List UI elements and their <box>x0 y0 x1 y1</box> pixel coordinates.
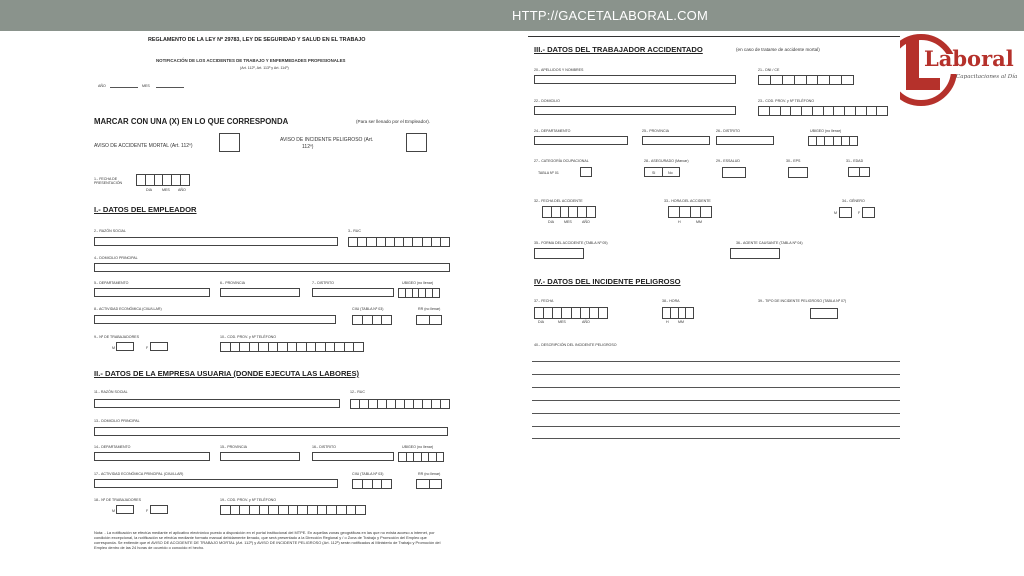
worker-gender-m-label: M <box>834 211 837 215</box>
logo-word: Laboral <box>924 46 1014 71</box>
employer-activity-input[interactable] <box>94 315 336 324</box>
user-company-district-label: 16.- DISTRITO <box>312 445 336 449</box>
presentation-date-label: 1.- FECHA DE <box>94 177 118 181</box>
worker-dni-cells[interactable] <box>758 75 854 85</box>
section-worker-title: III.- DATOS DEL TRABAJADOR ACCIDENTADO <box>534 45 703 54</box>
worker-name-label: 20.- APELLIDOS Y NOMBRES <box>534 68 584 72</box>
accident-month-label: MES <box>564 220 572 224</box>
employer-workers-f-label: F <box>146 346 149 350</box>
employer-name-label: 2.- RAZÓN SOCIAL <box>94 229 126 233</box>
section-incident-title: IV.- DATOS DEL INCIDENTE PELIGROSO <box>534 277 681 286</box>
accident-minute-label: MM <box>696 220 702 224</box>
incident-time-cells[interactable] <box>662 307 694 319</box>
laboral-logo <box>884 34 1024 106</box>
form-title: REGLAMENTO DE LA LEY Nº 29783, LEY DE SEGURIDAD Y SALUD EN EL TRABAJO <box>148 37 366 43</box>
accident-form-label: 35.- FORMA DEL ACCIDENTE (TABLA Nº 05) <box>534 241 608 245</box>
accident-day-label: DIA <box>548 220 554 224</box>
employer-phone-label: 10.- COD. PROV. y Nº TELÉFONO <box>220 335 277 339</box>
incident-hour-label: H <box>666 320 669 324</box>
year-small-label: AÑO <box>178 188 186 192</box>
worker-essalud-label: 29.- ESSALUD <box>716 159 740 163</box>
employer-workers-f-input[interactable] <box>150 342 168 351</box>
worker-eps-input[interactable] <box>788 167 808 178</box>
accident-year-label: AÑO <box>582 220 590 224</box>
worker-province-label: 25.- PROVINCIA <box>642 129 669 133</box>
user-company-ruc-label: 12.- RUC <box>350 390 365 394</box>
worker-essalud-input[interactable] <box>722 167 746 178</box>
employer-ruc-label: 3.- RUC <box>348 229 361 233</box>
mark-instruction: MARCAR CON UNA (X) EN LO QUE CORRESPONDA <box>94 117 289 126</box>
employer-rr-label: RR (no llenar) <box>418 307 441 311</box>
worker-category-label: 27.- CATEGORÍA OCUPACIONAL <box>534 159 589 163</box>
incident-time-label: 38.- HORA <box>662 299 680 303</box>
description-line-3[interactable] <box>532 387 900 388</box>
year-line[interactable] <box>110 87 138 88</box>
presentation-date-label-2: PRESENTACIÓN <box>94 181 123 185</box>
section-worker-hint: (en caso de tratarse de accidente mortal) <box>736 47 820 52</box>
worker-department-input[interactable] <box>534 136 628 145</box>
worker-age-cells[interactable] <box>848 167 870 177</box>
worker-insured-yes: SI <box>652 171 656 175</box>
employer-ciiu-cells[interactable] <box>352 315 392 325</box>
incident-date-label: 37.- FECHA <box>534 299 554 303</box>
worker-age-label: 31.- EDAD <box>846 159 864 163</box>
worker-gender-f-label: F <box>858 211 861 215</box>
incident-date-cells[interactable] <box>534 307 608 319</box>
month-label: MES <box>142 84 150 88</box>
incident-minute-label: MM <box>678 320 684 324</box>
day-label: DIA <box>146 188 152 192</box>
worker-phone-label: 23.- COD. PROV. y Nº TELÉFONO <box>758 99 815 103</box>
employer-province-input[interactable] <box>220 288 300 297</box>
worker-gender-label: 34.- GÉNERO <box>842 199 865 203</box>
section-employer-title: I.- DATOS DEL EMPLEADOR <box>94 205 197 214</box>
user-company-ubigeo-label: UBIGEO (no llenar) <box>402 445 434 449</box>
form-subtitle: NOTIFICACIÓN DE LOS ACCIDENTES DE TRABAJO Y ENFERMEDADES PROFESIONALES <box>156 58 346 63</box>
worker-ubigeo-label: UBIGEO (no llenar) <box>810 129 842 133</box>
worker-phone-cells[interactable] <box>758 106 888 116</box>
incident-month-label: MES <box>558 320 566 324</box>
worker-gender-m-checkbox[interactable] <box>839 207 852 218</box>
user-company-department-input[interactable] <box>94 452 210 461</box>
user-company-province-label: 15.- PROVINCIA <box>220 445 247 449</box>
section-user-company-title: II.- DATOS DE LA EMPRESA USUARIA (DONDE EJECUTA LAS LABORES) <box>94 369 360 378</box>
user-company-department-label: 14.- DEPARTAMENTO <box>94 445 131 449</box>
user-company-address-input[interactable] <box>94 427 448 436</box>
incident-type-input[interactable] <box>810 308 838 319</box>
dangerous-incident-label: AVISO DE INCIDENTE PELIGROSO (Art. <box>280 137 374 143</box>
user-company-phone-cells[interactable] <box>220 505 366 515</box>
worker-department-label: 24.- DEPARTAMENTO <box>534 129 571 133</box>
user-company-workers-f-input[interactable] <box>150 505 168 514</box>
worker-eps-label: 30.- EPS <box>786 159 801 163</box>
fatal-accident-checkbox[interactable] <box>219 133 240 152</box>
user-company-rr-cells[interactable] <box>416 479 442 489</box>
user-company-ruc-cells[interactable] <box>350 399 450 409</box>
worker-name-input[interactable] <box>534 75 736 84</box>
employer-workers-m-input[interactable] <box>116 342 134 351</box>
user-company-activity-input[interactable] <box>94 479 338 488</box>
month-small-label: MES <box>162 188 170 192</box>
user-company-ciiu-label: CIIU (TABLA Nº 03) <box>352 472 384 476</box>
incident-description-label: 40.- DESCRIPCIÓN DEL INCIDENTE PELIGROSO <box>534 343 617 347</box>
employer-address-label: 4.- DOMICILIO PRINCIPAL <box>94 256 138 260</box>
employer-workers-label: 9.- Nº DE TRABAJADORES <box>94 335 139 339</box>
incident-day-label: DIA <box>538 320 544 324</box>
user-company-rr-label: RR (no llenar) <box>418 472 441 476</box>
accident-form-input[interactable] <box>534 248 584 259</box>
employer-phone-cells[interactable] <box>220 342 364 352</box>
accident-time-cells[interactable] <box>668 206 712 218</box>
employer-district-input[interactable] <box>312 288 394 297</box>
dangerous-incident-label-2: 112º) <box>302 144 314 150</box>
description-line-1[interactable] <box>532 361 900 362</box>
user-company-workers-label: 18.- Nº DE TRABAJADORES <box>94 498 141 502</box>
worker-district-label: 26.- DISTRITO <box>716 129 740 133</box>
worker-province-input[interactable] <box>642 136 710 145</box>
worker-address-label: 22.- DOMICILIO <box>534 99 560 103</box>
worker-category-cell[interactable] <box>580 167 592 177</box>
worker-category-table-label: TABLA Nº 01 <box>538 171 559 175</box>
employer-department-input[interactable] <box>94 288 210 297</box>
worker-insured-no: No <box>668 171 673 175</box>
employer-workers-m-label: M <box>112 346 115 350</box>
employer-department-label: 5.- DEPARTAMENTO <box>94 281 129 285</box>
user-company-address-label: 13.- DOMICILIO PRINCIPAL <box>94 419 140 423</box>
user-company-ubigeo-cells[interactable] <box>398 452 444 462</box>
user-company-district-input[interactable] <box>312 452 394 461</box>
employer-rr-cells[interactable] <box>416 315 442 325</box>
site-url[interactable]: HTTP://GACETALABORAL.COM <box>512 8 708 23</box>
fatal-accident-label: AVISO DE ACCIDENTE MORTAL (Art. 112º) <box>94 143 193 149</box>
incident-type-label: 39.- TIPO DE INCIDENTE PELIGROSO (TABLA Nº 07) <box>758 299 847 303</box>
accident-date-cells[interactable] <box>542 206 596 218</box>
top-bar <box>0 0 1024 31</box>
form-subtitle-refs: (Art. 112º, Art. 113º y Art. 114º) <box>240 66 289 70</box>
user-company-ciiu-cells[interactable] <box>352 479 392 489</box>
employer-province-label: 6.- PROVINCIA <box>220 281 245 285</box>
worker-address-input[interactable] <box>534 106 736 115</box>
user-company-workers-f-label: F <box>146 509 149 513</box>
user-company-phone-label: 19.- COD. PROV. y Nº TELÉFONO <box>220 498 277 502</box>
incident-year-label: AÑO <box>582 320 590 324</box>
employer-ruc-cells[interactable] <box>348 237 450 247</box>
form-footnote: Nota: - La notificación se efectúa mediante el aplicativo electrónico puesto a disposición en el portal institucional del MTPE. En aquellas zonas geográficas en las que no exista acceso a internet, por condición excepcional, la notificación se efectúa mediante formato manual debidamente llenado, que será presentado a la Dirección Regional y / o Zona de Trabajo y Promoción del Empleo que corresponda. Se entiende que el AVISO DE ACCIDENTE DE TRABAJO MORTAL (Art. 112º) y AVISO DE INCIDENTE PELIGROSO (Art. 112º) serán notificados al Ministerio de Trabajo y Promoción del Empleo dentro de las 24 horas de ocurrido o conocido el hecho. <box>94 530 441 550</box>
worker-insured-label: 28.- ASEGURADO (Marcar) <box>644 159 689 163</box>
user-company-province-input[interactable] <box>220 452 300 461</box>
user-company-name-label: 11.- RAZÓN SOCIAL <box>94 390 128 394</box>
employer-name-input[interactable] <box>94 237 338 246</box>
user-company-workers-m-input[interactable] <box>116 505 134 514</box>
employer-ciiu-label: CIIU (TABLA Nº 03) <box>352 307 384 311</box>
form-page-left <box>76 31 466 576</box>
description-line-6[interactable] <box>532 426 900 427</box>
logo-tagline: Capacitaciones al Día <box>956 74 1018 80</box>
employer-ubigeo-cells[interactable] <box>398 288 440 298</box>
user-company-name-input[interactable] <box>94 399 340 408</box>
user-company-activity-label: 17.- ACTIVIDAD ECONÓMICA PRINCIPAL (CIIU/LLAR) <box>94 472 184 476</box>
worker-ubigeo-cells[interactable] <box>808 136 858 146</box>
presentation-date-cells[interactable] <box>136 174 190 186</box>
employer-ubigeo-label: UBIGEO (no llenar) <box>402 281 434 285</box>
accident-time-label: 33.- HORA DEL ACCIDENTE <box>664 199 711 203</box>
employer-activity-label: 8.- ACTIVIDAD ECONÓMICA (CIIU/LLAR) <box>94 307 162 311</box>
form-page-right <box>528 36 900 446</box>
description-line-5[interactable] <box>532 413 900 414</box>
year-label: AÑO <box>98 84 106 88</box>
description-line-7[interactable] <box>532 438 900 439</box>
worker-insured-cells[interactable] <box>644 167 680 177</box>
causing-agent-input[interactable] <box>730 248 780 259</box>
employer-address-input[interactable] <box>94 263 450 272</box>
causing-agent-label: 36.- AGENTE CAUSANTE (TABLA Nº 04) <box>736 241 803 245</box>
mark-hint: (Para ser llenado por el Empleador). <box>356 119 431 124</box>
worker-dni-label: 21.- DNI / CE <box>758 68 780 72</box>
worker-gender-f-checkbox[interactable] <box>862 207 875 218</box>
user-company-workers-m-label: M <box>112 509 115 513</box>
month-line[interactable] <box>156 87 184 88</box>
employer-district-label: 7.- DISTRITO <box>312 281 334 285</box>
accident-hour-label: H <box>678 220 681 224</box>
description-line-2[interactable] <box>532 374 900 375</box>
description-line-4[interactable] <box>532 400 900 401</box>
worker-district-input[interactable] <box>716 136 774 145</box>
accident-date-label: 32.- FECHA DEL ACCIDENTE <box>534 199 583 203</box>
dangerous-incident-checkbox[interactable] <box>406 133 427 152</box>
